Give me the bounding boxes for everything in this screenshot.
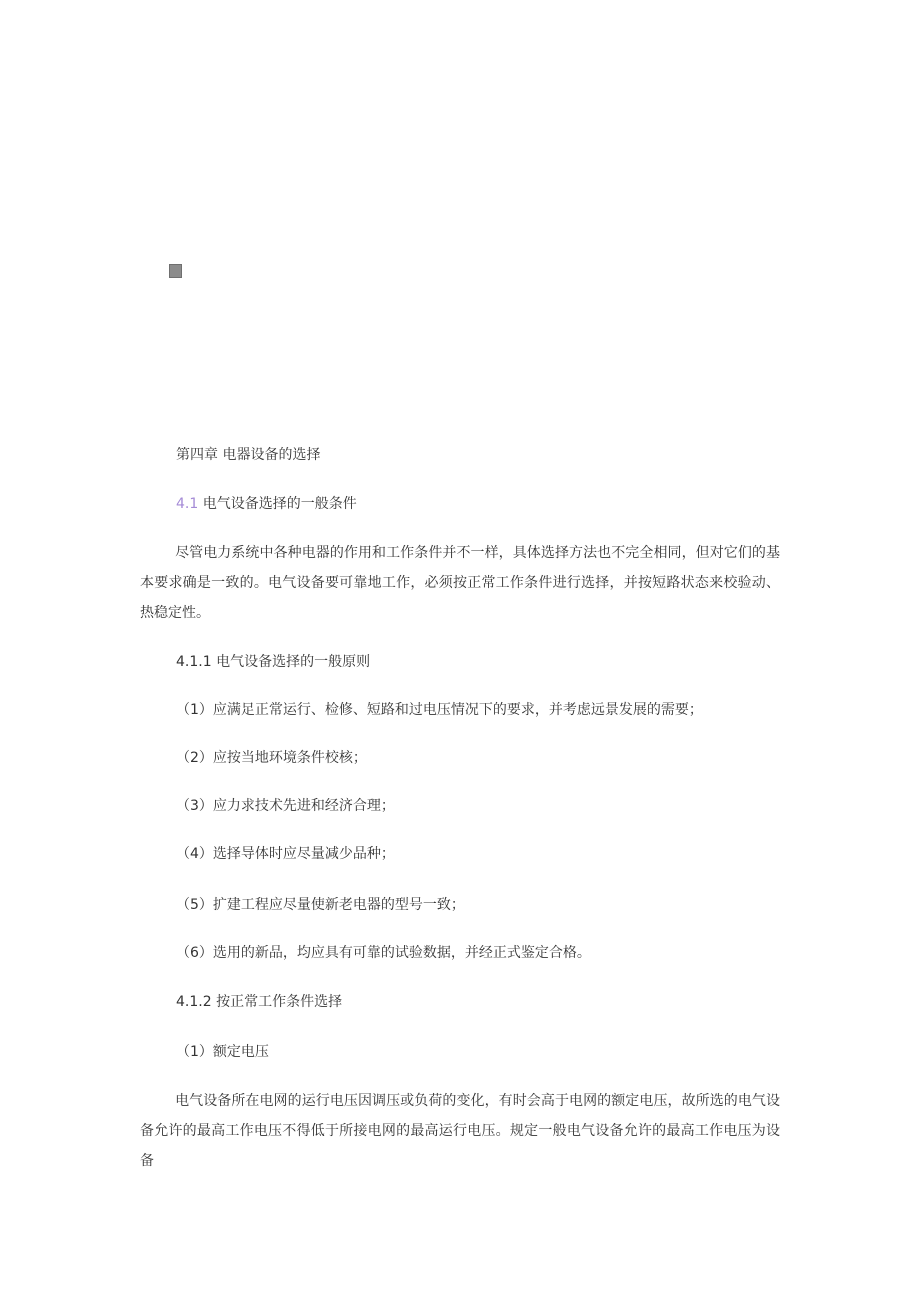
- subsection-number: 4.1.1: [176, 654, 212, 670]
- item-text: 额定电压: [212, 1044, 269, 1060]
- item-marker: （6）: [176, 945, 213, 961]
- principle-item: [176, 700, 703, 720]
- principle-item: [176, 943, 591, 963]
- subsection-title: 按正常工作条件选择: [211, 994, 343, 1010]
- item-marker: （1）: [176, 1044, 213, 1060]
- item-text: 应按当地环境条件校核；: [212, 750, 367, 766]
- intro-paragraph-text: 尽管电力系统中各种电器的作用和工作条件并不一样，具体选择方法也不完全相同，但对它们的基本要求确是一致的。电气设备要可靠地工作，必须按正常工作条件进行选择，并按短路状态来校验动、热稳定性。: [140, 545, 780, 621]
- item-marker: （3）: [176, 798, 213, 814]
- section-title: 电气设备选择的一般条件: [198, 496, 357, 512]
- item-text: 应力求技术先进和经济合理；: [212, 798, 395, 814]
- subsection-number: 4.1.2: [176, 994, 212, 1010]
- voltage-paragraph-text: 电气设备所在电网的运行电压因调压或负荷的变化，有时会高于电网的额定电压，故所选的电气设备允许的最高工作电压不得低于所接电网的最高运行电压。规定一般电气设备允许的最高工作电压为设备: [140, 1093, 780, 1169]
- principle-item: [176, 895, 465, 915]
- rated-voltage-item: [176, 1042, 269, 1062]
- section-heading: [176, 494, 357, 514]
- principle-item: [176, 796, 395, 816]
- subsection-heading-4-1-2: [176, 992, 342, 1012]
- item-marker: （5）: [176, 897, 213, 913]
- intro-paragraph: [140, 538, 780, 628]
- item-marker: （4）: [176, 846, 213, 862]
- broken-image-icon: [169, 264, 182, 278]
- subsection-heading-4-1-1: [176, 652, 370, 672]
- item-text: 扩建工程应尽量使新老电器的型号一致；: [212, 897, 465, 913]
- item-text: 选择导体时应尽量减少品种；: [212, 846, 395, 862]
- principle-item: [176, 844, 395, 864]
- principle-item: [176, 748, 367, 768]
- voltage-paragraph: [140, 1086, 780, 1176]
- item-marker: （2）: [176, 750, 213, 766]
- chapter-title: 第四章 电器设备的选择: [176, 447, 321, 463]
- item-marker: （1）: [176, 702, 213, 718]
- section-number: 4.1: [176, 496, 199, 512]
- subsection-title: 电气设备选择的一般原则: [211, 654, 371, 670]
- item-text: 应满足正常运行、检修、短路和过电压情况下的要求，并考虑远景发展的需要；: [212, 702, 703, 718]
- item-text: 选用的新品，均应具有可靠的试验数据，并经正式鉴定合格。: [212, 945, 591, 961]
